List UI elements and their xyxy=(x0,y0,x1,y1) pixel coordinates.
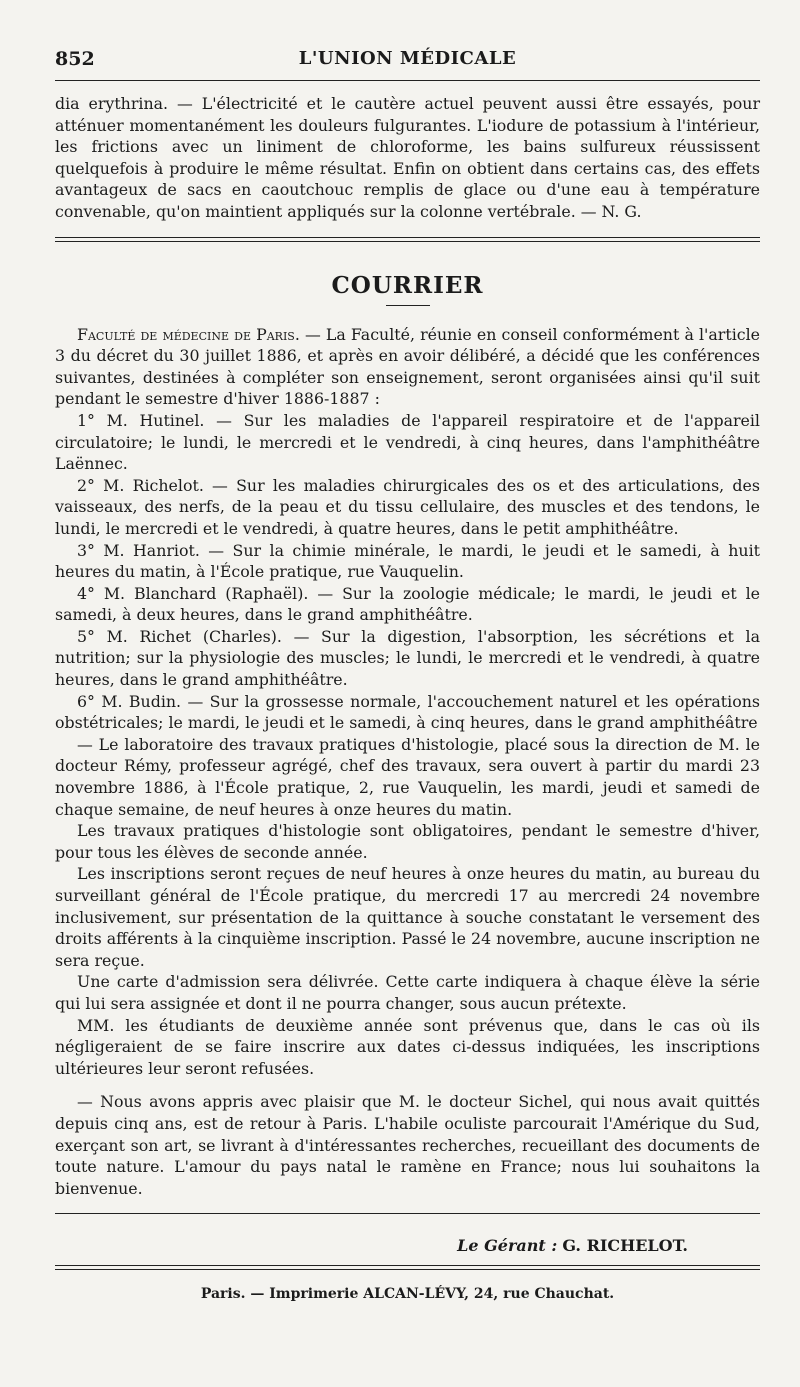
journal-title: L'UNION MÉDICALE xyxy=(298,48,517,69)
lab-paragraph: — Le laboratoire des travaux pratiques d'histologie, placé sous la direction de M. le docteur Rémy, professeur agrégé, chef des travaux, sera ouvert à partir du mardi 23 novembre 1886, à l'École pratique, 2, rue Vauquelin, les mardi, jeudi et samedi de chaque semaine, de neuf heures à onze heures du matin. xyxy=(55,734,760,819)
end-rule xyxy=(55,1213,760,1214)
conference-item: 5° M. Richet (Charles). — Sur la digestion, l'absorption, les sécrétions et la nutrition; sur la physiologie des muscles; le lundi, le mercredi et le vendredi, à quatre heures, dans le grand amphithéâtre. xyxy=(55,626,760,690)
running-header xyxy=(55,40,760,80)
title-underline xyxy=(386,305,430,306)
section-separator-bottom xyxy=(55,241,760,242)
imprint-rule xyxy=(55,1265,760,1266)
header-rule xyxy=(55,80,760,81)
signature-name: G. RICHELOT. xyxy=(562,1236,688,1256)
lab-paragraph: Une carte d'admission sera délivrée. Cette carte indiquera à chaque élève la série qui lui sera assignée et dont il ne pourra changer, sous aucun prétexte. xyxy=(55,972,760,1013)
page-number: 852 xyxy=(55,48,95,70)
conference-item: 6° M. Budin. — Sur la grossesse normale, l'accouchement naturel et les opérations obstétricales; le mardi, le jeudi et le samedi, à cinq heures, dans le grand amphithéâtre xyxy=(55,691,760,733)
faculty-lead: Faculté de médecine de Paris. xyxy=(77,324,300,344)
section-separator-top xyxy=(55,237,760,238)
lab-paragraph: Les travaux pratiques d'histologie sont obligatoires, pendant le semestre d'hiver, pour tous les élèves de seconde année. xyxy=(55,821,760,862)
imprint-rule-2 xyxy=(55,1269,760,1270)
faculty-text: — La Faculté, réunie en conseil conformément à l'article 3 du décret du 30 juillet 1886, et après en avoir délibéré, a décidé que les conférences suivantes, destinées à compléter son enseignement, seront organisées ainsi qu'il suit pendant le semestre d'hiver 1886-1887 : xyxy=(55,324,760,409)
sichel-paragraph: — Nous avons appris avec plaisir que M. le docteur Sichel, qui nous avait quittés depuis cinq ans, est de retour à Paris. L'habile oculiste parcourait l'Amérique du Sud, exerçant son art, se livrant à d'intéressantes recherches, recueillant des documents de toute nature. L'amour du pays natal le ramène en France; nous lui souhaitons la bienvenue. xyxy=(55,1092,760,1198)
signature-line xyxy=(55,1236,760,1255)
lab-paragraph: Les inscriptions seront reçues de neuf heures à onze heures du matin, au bureau du surveillant général de l'École pratique, du mercredi 17 au mercredi 24 novembre inclusivement, sur présentation de la quittance à souche constatant le versement des droits afférents à la cinquième inscription. Passé le 24 novembre, aucune inscription ne sera reçue. xyxy=(55,864,760,970)
intro-paragraph: dia erythrina. — L'électricité et le cautère actuel peuvent aussi être essayés, pour atténuer momentanément les douleurs fulgurantes. L'iodure de potassium à l'intérieur, les frictions avec un liniment de chloroforme, les bains sulfureux réussissent quelquefois à produire le même résultat. Enfin on obtient dans certains cas, des effets avantageux de sacs en caoutchouc remplis de glace ou d'une eau à température convenable, qu'on maintient appliqués sur la colonne vertébrale. — N. G. xyxy=(55,94,760,221)
faculty-paragraph xyxy=(55,324,760,410)
section-title: COURRIER xyxy=(331,271,484,299)
conference-item: 1° M. Hutinel. — Sur les maladies de l'appareil respiratoire et de l'appareil circulatoire; le lundi, le mercredi et le vendredi, à cinq heures, dans l'amphithéâtre Laënnec. xyxy=(55,410,760,474)
conference-item: 4° M. Blanchard (Raphaël). — Sur la zoologie médicale; le mardi, le jeudi et le samedi, à deux heures, dans le grand amphithéâtre. xyxy=(55,583,760,625)
signature-label: Le Gérant : xyxy=(457,1236,558,1256)
paragraph-gap xyxy=(55,1079,760,1091)
document-page xyxy=(55,40,760,1302)
conference-item: 3° M. Hanriot. — Sur la chimie minérale, le mardi, le jeudi et le samedi, à huit heures du matin, à l'École pratique, rue Vauquelin. xyxy=(55,540,760,582)
conference-item: 2° M. Richelot. — Sur les maladies chirurgicales des os et des articulations, des vaisseaux, des nerfs, de la peau et du tissu cellulaire, des muscles et des tendons, le lundi, le mercredi et le vendredi, à quatre heures, dans le petit amphithéâtre. xyxy=(55,475,760,538)
lab-paragraph: MM. les étudiants de deuxième année sont prévenus que, dans le cas où ils négligeraient de se faire inscrire aux dates ci-dessus indiquées, les inscriptions ultérieures leur seront refusées. xyxy=(55,1015,760,1078)
printer-imprint: Paris. — Imprimerie ALCAN-LÉVY, 24, rue Chauchat. xyxy=(200,1286,615,1303)
